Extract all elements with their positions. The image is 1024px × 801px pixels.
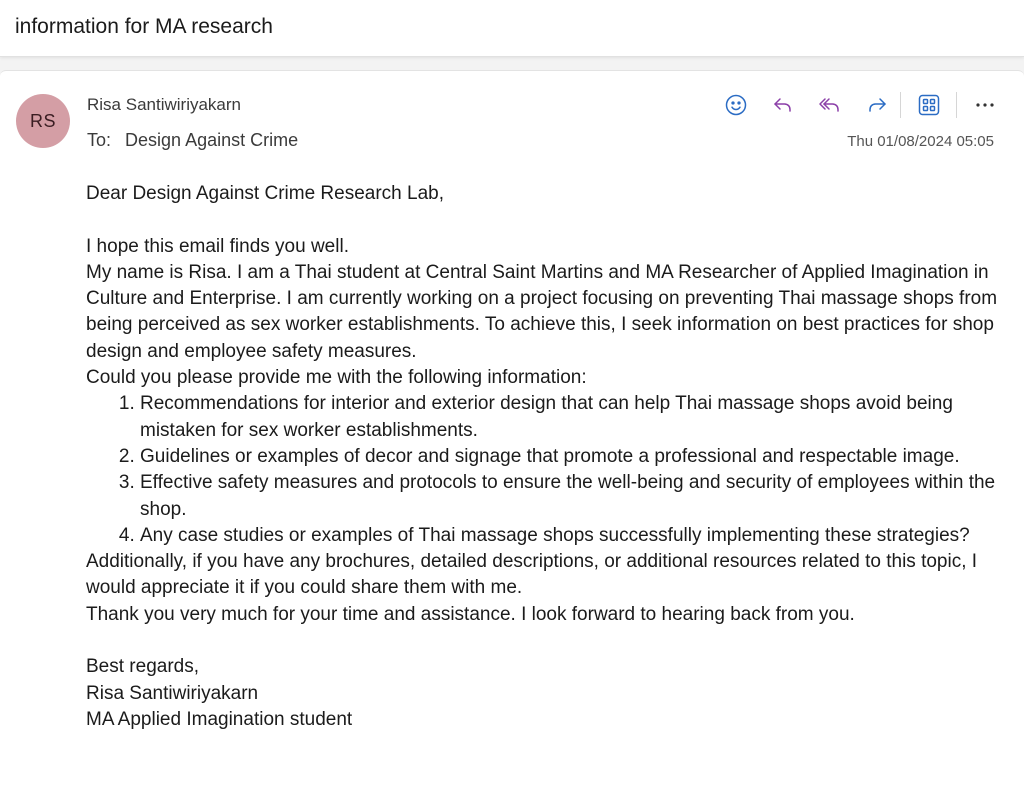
reply-all-button[interactable] — [814, 90, 846, 120]
list-item: 3. Effective safety measures and protocols to ensure the well-being and security of employees within the shop. — [140, 470, 1001, 523]
greeting: Dear Design Against Crime Research Lab, — [86, 183, 445, 204]
more-icon — [973, 93, 997, 117]
forward-button[interactable] — [861, 90, 893, 120]
toolbar-divider — [956, 92, 957, 118]
body-paragraph: Thank you very much for your time and assistance. I look forward to hearing back from you. — [86, 603, 855, 625]
list-item: 2. Guidelines or examples of decor and signage that promote a professional and respectable image. — [140, 444, 1001, 470]
avatar-initials: RS — [29, 110, 56, 131]
reply-all-icon — [818, 93, 842, 117]
reply-button[interactable] — [767, 90, 799, 120]
apps-button[interactable] — [913, 90, 945, 120]
list-item: 1. Recommendations for interior and exterior design that can help Thai massage shops avoid being mistaken for sex worker establishments. — [140, 391, 1001, 444]
subject-bar — [0, 0, 1024, 57]
to-line — [87, 130, 298, 151]
email-subject: information for MA research — [15, 15, 273, 38]
sender-name[interactable]: Risa Santiwiriyakarn — [87, 95, 241, 114]
more-options-button[interactable] — [969, 90, 1001, 120]
signature-title: MA Applied Imagination student — [86, 708, 353, 730]
request-list — [86, 391, 1001, 549]
emoji-icon — [724, 93, 748, 117]
avatar[interactable] — [16, 94, 70, 148]
emoji-button[interactable] — [720, 90, 752, 120]
list-item: 4. Any case studies or examples of Thai massage shops successfully implementing these strategies? — [140, 523, 1001, 549]
message-actions — [720, 90, 1001, 120]
signoff: Best regards, — [86, 656, 199, 678]
message-datetime: Thu 01/08/2024 05:05 — [847, 133, 994, 150]
reply-icon — [771, 93, 795, 117]
message-card — [0, 70, 1024, 801]
toolbar-divider — [900, 92, 901, 118]
to-label: To: — [87, 130, 112, 150]
body-paragraph: Could you please provide me with the following information: — [86, 367, 587, 389]
body-paragraph: My name is Risa. I am a Thai student at Central Saint Martins and MA Researcher of Applied Imagination in Culture and Enterprise. I am currently working on a project focusing on preventing Thai massage shops from being perceived as sex worker establishments. To achieve this, I seek information on best practices for shop design and employee safety measures. — [86, 261, 998, 362]
body-paragraph: I hope this email finds you well. — [86, 235, 349, 257]
signature-name: Risa Santiwiriyakarn — [86, 682, 259, 704]
body-paragraph: Additionally, if you have any brochures, detailed descriptions, or additional resources related to this topic, I would appreciate it if you could share them with me. — [86, 551, 978, 599]
forward-icon — [865, 93, 889, 117]
message-body — [86, 181, 1001, 733]
apps-icon — [917, 93, 941, 117]
recipient-name[interactable]: Design Against Crime — [125, 130, 299, 150]
